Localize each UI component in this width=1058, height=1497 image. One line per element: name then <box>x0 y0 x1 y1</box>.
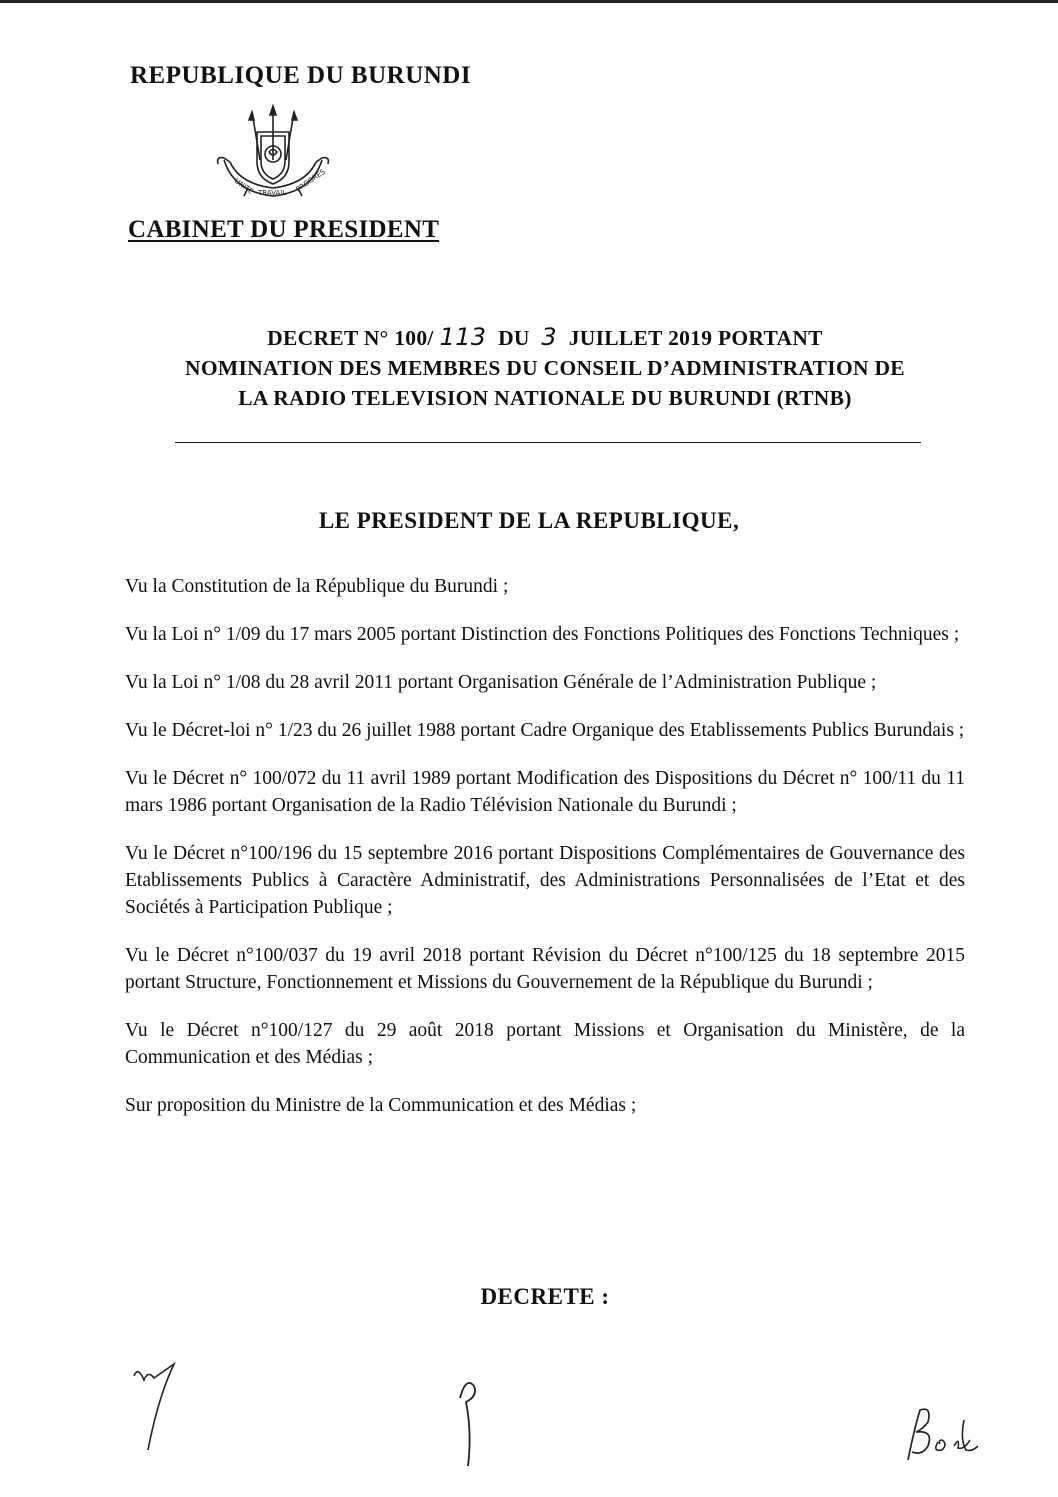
consideration-item: Vu la Constitution de la République du Burundi ; <box>125 576 509 597</box>
handwritten-initial-icon <box>128 1358 198 1458</box>
consideration-item: Sur proposition du Ministre de la Communication et des Médias ; <box>125 1095 637 1116</box>
decree-title-line-1 <box>110 322 980 353</box>
svg-text:UNITE: UNITE <box>232 177 255 196</box>
decree-title-line-3: LA RADIO TELEVISION NATIONALE DU BURUNDI (RTNB) <box>238 386 852 410</box>
decree-number-handwritten: 113 <box>439 323 487 351</box>
considerations-list <box>125 573 965 1140</box>
title-divider <box>175 442 921 443</box>
decree-day-handwritten: 3 <box>541 323 557 351</box>
top-edge-line <box>0 0 1058 3</box>
decree-du-label: DU <box>498 326 530 350</box>
decree-date-suffix: JUILLET 2019 PORTANT <box>568 326 823 350</box>
decrete-heading: DECRETE : <box>480 1284 610 1309</box>
president-heading: LE PRESIDENT DE LA REPUBLIQUE, <box>318 508 740 533</box>
consideration-item: Vu le Décret n°100/127 du 29 août 2018 portant Missions et Organisation du Ministère, de la Communication et des Médias ; <box>125 1020 965 1068</box>
handwritten-initial-icon <box>452 1372 492 1472</box>
decree-title <box>110 322 980 413</box>
country-header: REPUBLIQUE DU BURUNDI <box>130 62 472 89</box>
svg-text:TRAVAIL: TRAVAIL <box>258 189 287 197</box>
consideration-item: Vu la Loi n° 1/09 du 17 mars 2005 portant Distinction des Fonctions Politiques des Fonctions Techniques ; <box>125 624 960 645</box>
consideration-item: Vu le Décret n°100/196 du 15 septembre 2016 portant Dispositions Complémentaires de Gouvernance des Etablissements Publics à Caractère Administratif, des Administrations Personnalisées de l’Etat et des Sociétés à Participation Publique ; <box>125 843 965 918</box>
decree-title-line-2: NOMINATION DES MEMBRES DU CONSEIL D’ADMINISTRATION DE <box>185 356 905 380</box>
coat-of-arms-icon <box>212 104 334 208</box>
decree-number-prefix: DECRET N° 100/ <box>267 326 434 350</box>
consideration-item: Vu la Loi n° 1/08 du 28 avril 2011 portant Organisation Générale de l’Administration Publique ; <box>125 672 877 693</box>
consideration-item: Vu le Décret n° 100/072 du 11 avril 1989 portant Modification des Dispositions du Décret n° 100/11 du 11 mars 1986 portant Organisation de la Radio Télévision Nationale du Burundi ; <box>125 768 965 816</box>
consideration-item: Vu le Décret n°100/037 du 19 avril 2018 portant Révision du Décret n°100/125 du 18 septembre 2015 portant Structure, Fonctionnement et Missions du Gouvernement de la République du Burundi ; <box>125 945 965 993</box>
svg-text:PROGRES: PROGRES <box>294 167 327 194</box>
handwritten-initial-icon <box>898 1400 988 1470</box>
consideration-item: Vu le Décret-loi n° 1/23 du 26 juillet 1988 portant Cadre Organique des Etablissements Publics Burundais ; <box>125 720 965 741</box>
cabinet-header: CABINET DU PRESIDENT <box>128 216 440 243</box>
